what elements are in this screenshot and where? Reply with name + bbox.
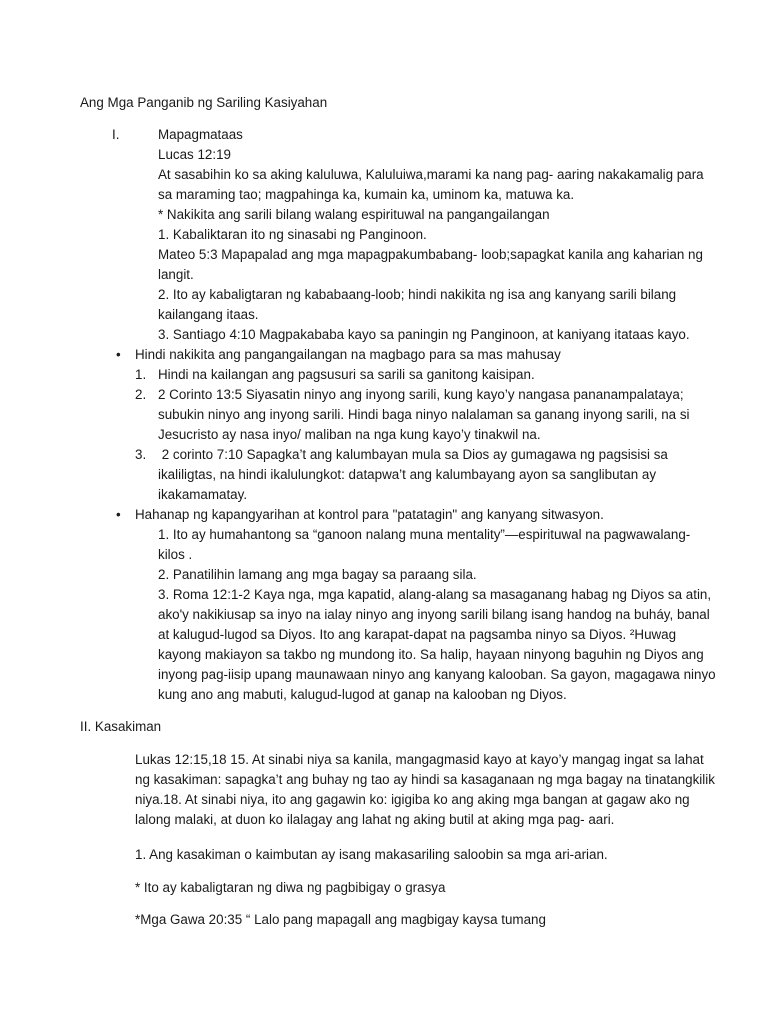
bullet-2-line: at kalugud-lugod sa Diyos. Ito ang karapat-dapat na pagsamba ninyo sa Diyos. ²Huwag xyxy=(158,627,677,642)
lucas-reference: Lucas 12:19 xyxy=(158,147,231,162)
list-item-line: subukin ninyo ang inyong sarili. Hindi baga ninyo nalalaman sa ganang inyong sarili, na si xyxy=(158,407,690,422)
mateo-line: langit. xyxy=(158,267,194,282)
bullet-2-line: kilos . xyxy=(158,547,193,562)
lukas-line: lalong malaki, at duon ko ilalagay ang lahat ng aking butil at aking mga pag- aari. xyxy=(135,812,615,827)
mateo-line: Mateo 5:3 Mapapalad ang mga mapagpakumbabang- loob;sapagkat kanila ang kaharian ng xyxy=(158,247,703,262)
bullet-marker: • xyxy=(116,507,121,522)
lucas-quote-line: sa maraming tao; magpahinga ka, kumain ka, uminom ka, matuwa ka. xyxy=(158,187,575,202)
list-item-line: 2 Corinto 13:5 Siyasatin ninyo ang inyong sarili, kung kayo’y nangasa pananampalataya; xyxy=(158,387,684,402)
list-number: 3. xyxy=(135,447,147,462)
bullet-marker: • xyxy=(116,347,121,362)
bullet-2-line: kayong makiayon sa takbo ng mundong ito. Sa halip, hayaan ninyong baguhin ng Diyos ang xyxy=(158,647,704,662)
bullet-2-line: 3. Roma 12:1-2 Kaya nga, mga kapatid, alang-alang sa masaganang habag ng Diyos sa atin, xyxy=(158,587,712,602)
bullet-1-text: Hindi nakikita ang pangangailangan na magbago para sa mas mahusay xyxy=(135,347,561,362)
document-title: Ang Mga Panganib ng Sariling Kasiyahan xyxy=(80,95,328,110)
section-1-point-2-line: kailangang itaas. xyxy=(158,307,259,322)
mga-gawa-line: *Mga Gawa 20:35 “ Lalo pang mapagall ang magbigay kaysa tumang xyxy=(135,912,546,927)
lucas-quote-line: At sasabihin ko sa aking kaluluwa, Kaluluiwa,marami ka nang pag- aaring nakakamalig para xyxy=(158,167,704,182)
section-1-point-3: 3. Santiago 4:10 Magpakababa kayo sa paningin ng Panginoon, at kaniyang itataas kayo. xyxy=(158,327,690,342)
section-2-heading: II. Kasakiman xyxy=(80,719,162,734)
bullet-2-line: 2. Panatilihin lamang ang mga bagay sa paraang sila. xyxy=(158,567,477,582)
lukas-line: niya.18. At sinabi niya, ito ang gagawin ko: igigiba ko ang aking mga bangan at gagaw ako ng xyxy=(135,792,690,807)
lukas-line: ng kasakiman: sapagka’t ang buhay ng tao ay hindi sa kasaganaan ng mga bagay na tinatangkilik xyxy=(135,772,715,787)
section-1-numeral: I. xyxy=(112,127,120,142)
bullet-2-line: 1. Ito ay humahantong sa “ganoon nalang muna mentality”—espirituwal na pagwawalang- xyxy=(158,527,691,542)
bullet-2-line: ako'y nakikiusap sa inyo na ialay ninyo ang inyong sarili bilang isang handog na buháy, banal xyxy=(158,607,710,622)
bullet-2-text: Hahanap ng kapangyarihan at kontrol para "patatagin" ang kanyang sitwasyon. xyxy=(135,507,604,522)
list-item-line: Hindi na kailangan ang pagsusuri sa sarili sa ganitong kaisipan. xyxy=(158,367,535,382)
list-number: 2. xyxy=(135,387,147,402)
section-1-heading: Mapagmataas xyxy=(158,127,243,142)
bullet-2-line: inyong pag-iisip upang maunawaan ninyo ang kanyang kalooban. Sa gayon, magagawa ninyo xyxy=(158,667,716,682)
section-1-note: * Nakikita ang sarili bilang walang espirituwal na pangangailangan xyxy=(158,207,550,222)
section-1-point-2-line: 2. Ito ay kabaligtaran ng kababaang-loob; hindi nakikita ng isa ang kanyang sarili bilang xyxy=(158,287,677,302)
list-number: 1. xyxy=(135,367,147,382)
list-item-line: 2 corinto 7:10 Sapagka’t ang kalumbayan mula sa Dios ay gumagawa ng pagsisisi sa xyxy=(158,447,668,462)
list-item-line: ikaliligtas, na hindi ikalulungkot: datapwa’t ang kalumbayang ayon sa sanglibutan ay xyxy=(158,467,657,482)
list-item-line: Jesucristo ay nasa inyo/ maliban na nga kung kayo’y tinakwil na. xyxy=(158,427,541,442)
section-2-point-1: 1. Ang kasakiman o kaimbutan ay isang makasariling saloobin sa mga ari-arian. xyxy=(135,847,608,862)
lukas-line: Lukas 12:15,18 15. At sinabi niya sa kanila, mangagmasid kayo at kayo’y mangag ingat sa lahat xyxy=(135,752,704,767)
section-1-point-1: 1. Kabaliktaran ito ng sinasabi ng Panginoon. xyxy=(158,227,427,242)
list-item-line: ikakamamatay. xyxy=(158,487,248,502)
section-2-note: * Ito ay kabaligtaran ng diwa ng pagbibigay o grasya xyxy=(135,880,446,895)
bullet-2-line: kung ano ang mabuti, kalugud-lugod at ganap na kalooban ng Diyos. xyxy=(158,687,567,702)
